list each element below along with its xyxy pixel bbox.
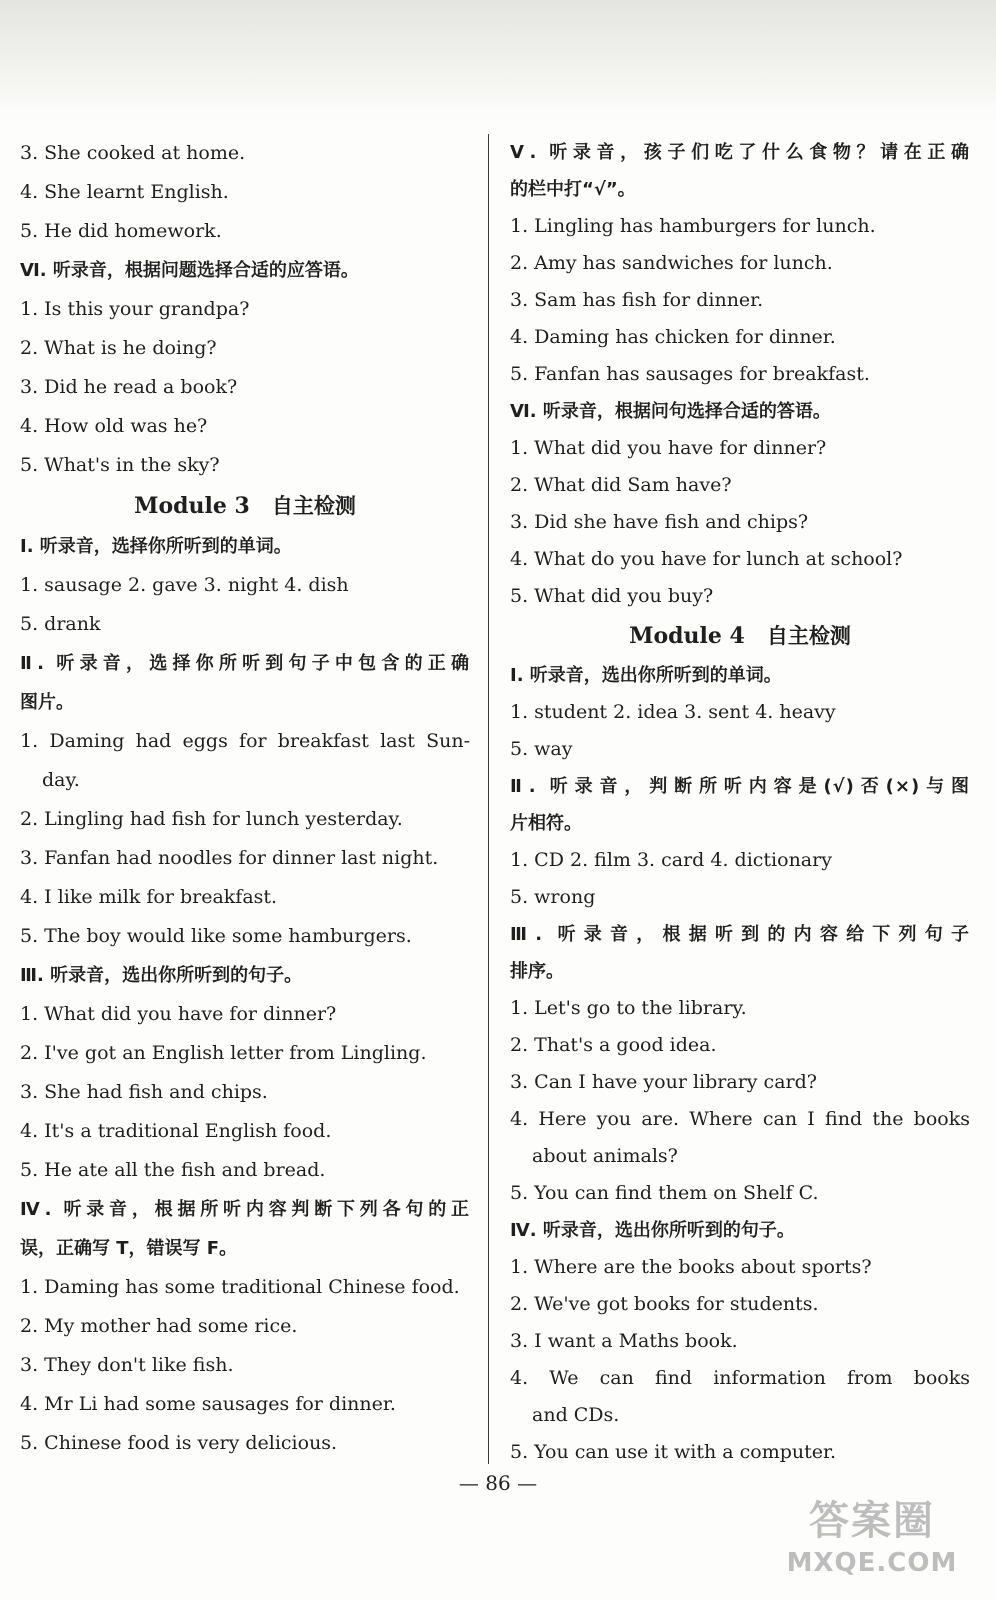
- answer-line: 4. I like milk for breakfast.: [20, 886, 278, 908]
- section-heading: Ⅴ. 听录音，孩子们吃了什么食物？请在正确: [510, 142, 970, 163]
- answer-line: 5. The boy would like some hamburgers.: [20, 925, 412, 947]
- answer-line: 3. She had fish and chips.: [20, 1081, 268, 1103]
- answer-line: 5. What's in the sky?: [20, 454, 220, 476]
- answer-line: and CDs.: [532, 1404, 620, 1426]
- answer-line: 4. Daming has chicken for dinner.: [510, 326, 836, 348]
- answer-line: 3. Can I have your library card?: [510, 1071, 817, 1093]
- answer-line: 1. Lingling has hamburgers for lunch.: [510, 215, 876, 237]
- section-heading: Ⅲ. 听录音，选出你所听到的句子。: [20, 965, 303, 986]
- module-title: Module 3: [134, 493, 250, 519]
- answer-line: 4. Mr Li had some sausages for dinner.: [20, 1393, 396, 1415]
- answer-line: 1. Daming has some traditional Chinese food.: [20, 1276, 460, 1298]
- answer-line: 4. What do you have for lunch at school?: [510, 548, 903, 570]
- module-subtitle: 自主检测: [766, 624, 851, 648]
- page-number: — 86 —: [458, 1471, 538, 1495]
- answer-line: 3. Sam has fish for dinner.: [510, 289, 764, 311]
- answer-line: 2. That's a good idea.: [510, 1034, 717, 1056]
- answer-line: 1. Where are the books about sports?: [510, 1256, 872, 1278]
- answer-line: 2. Amy has sandwiches for lunch.: [510, 252, 833, 274]
- answer-line: 2. Lingling had fish for lunch yesterday.: [20, 808, 403, 830]
- answer-line: 2. What is he doing?: [20, 337, 217, 359]
- answer-line: 1. sausage 2. gave 3. night 4. dish: [20, 574, 349, 596]
- column-divider: [488, 134, 489, 1464]
- watermark-url: MXQE.COM: [786, 1548, 958, 1578]
- module-subtitle: 自主检测: [271, 494, 356, 518]
- section-heading: 的栏中打“√”。: [510, 179, 636, 200]
- answer-line: 1. Let's go to the library.: [510, 997, 747, 1019]
- watermark-cn: 答案圈: [809, 1498, 935, 1544]
- answer-line: 2. We've got books for students.: [510, 1293, 819, 1315]
- scan-top-shadow: [0, 0, 996, 120]
- answer-line: 3. They don't like fish.: [20, 1354, 234, 1376]
- answer-line: 2. My mother had some rice.: [20, 1315, 298, 1337]
- watermark-logo: [762, 1496, 982, 1592]
- answer-line: 4. How old was he?: [20, 415, 208, 437]
- answer-line: 5. What did you buy?: [510, 585, 714, 607]
- module-heading: [510, 615, 970, 657]
- answer-line: 5. You can find them on Shelf C.: [510, 1182, 819, 1204]
- module-heading: [20, 485, 470, 527]
- right-column: [510, 134, 970, 1471]
- section-heading: Ⅰ. 听录音，选出你所听到的单词。: [510, 665, 782, 686]
- section-heading: Ⅵ. 听录音，根据问句选择合适的答语。: [510, 401, 831, 422]
- answer-line: about animals?: [532, 1145, 678, 1167]
- answer-line: 1. Is this your grandpa?: [20, 298, 250, 320]
- answer-line: 5. Chinese food is very delicious.: [20, 1432, 338, 1454]
- answer-line: 1. student 2. idea 3. sent 4. heavy: [510, 701, 836, 723]
- section-heading: Ⅳ. 听录音，选出你所听到的句子。: [510, 1220, 795, 1241]
- answer-line: 3. Fanfan had noodles for dinner last night.: [20, 847, 439, 869]
- answer-line: 3. I want a Maths book.: [510, 1330, 738, 1352]
- section-heading: 排序。: [510, 961, 564, 982]
- answer-line: 5. drank: [20, 613, 101, 635]
- answer-line: 4. We can find information from books: [510, 1367, 970, 1389]
- section-heading: 图片。: [20, 692, 74, 713]
- answer-line: 5. wrong: [510, 886, 596, 908]
- answer-line: 4. It's a traditional English food.: [20, 1120, 332, 1142]
- section-heading: 片相符。: [510, 813, 582, 834]
- section-heading: Ⅲ. 听录音，根据听到的内容给下列句子: [510, 924, 970, 945]
- answer-line: 4. Here you are. Where can I find the books: [510, 1108, 970, 1130]
- section-heading: Ⅵ. 听录音，根据问题选择合适的应答语。: [20, 260, 359, 281]
- section-heading: Ⅱ. 听录音，判断所听内容是(√)否(×)与图: [510, 776, 970, 797]
- answer-line: 5. He did homework.: [20, 220, 222, 242]
- section-heading: Ⅳ. 听录音，根据所听内容判断下列各句的正: [20, 1199, 470, 1220]
- answer-line: 5. He ate all the fish and bread.: [20, 1159, 326, 1181]
- left-column: [20, 134, 470, 1463]
- answer-line: 1. CD 2. film 3. card 4. dictionary: [510, 849, 832, 871]
- answer-line: 4. She learnt English.: [20, 181, 229, 203]
- answer-line: 1. What did you have for dinner?: [510, 437, 827, 459]
- answer-line: 2. What did Sam have?: [510, 474, 732, 496]
- answer-line: 1. What did you have for dinner?: [20, 1003, 337, 1025]
- module-title: Module 4: [629, 623, 745, 649]
- answer-line: 5. Fanfan has sausages for breakfast.: [510, 363, 870, 385]
- answer-line: day.: [42, 769, 80, 791]
- answer-line: 3. She cooked at home.: [20, 142, 246, 164]
- section-heading: 误，正确写 T，错误写 F。: [20, 1238, 238, 1259]
- section-heading: Ⅰ. 听录音，选择你所听到的单词。: [20, 536, 292, 557]
- answer-line: 5. You can use it with a computer.: [510, 1441, 837, 1463]
- answer-line: 3. Did she have fish and chips?: [510, 511, 809, 533]
- answer-line: 3. Did he read a book?: [20, 376, 238, 398]
- section-heading: Ⅱ. 听录音，选择你所听到句子中包含的正确: [20, 653, 470, 674]
- answer-line: 2. I've got an English letter from Lingling.: [20, 1042, 427, 1064]
- answer-line: 5. way: [510, 738, 573, 760]
- answer-line: 1. Daming had eggs for breakfast last Sun-: [20, 730, 470, 752]
